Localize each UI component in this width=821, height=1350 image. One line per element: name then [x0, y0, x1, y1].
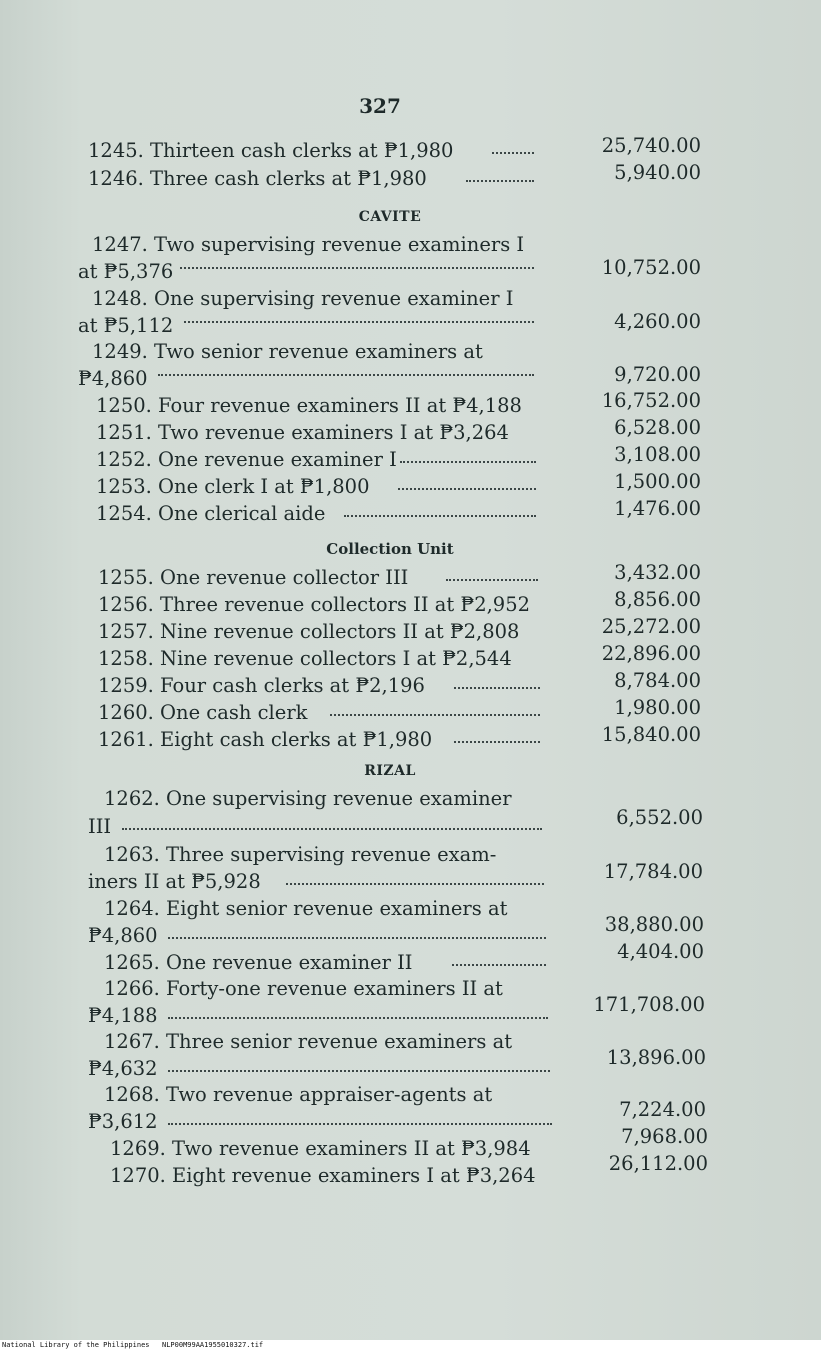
scan-footer: [0, 1340, 821, 1350]
amount-1247: 10,752.00: [601, 256, 701, 279]
footer-library: National Library of the Philippines: [2, 1341, 150, 1349]
entry-1249-line1: 1249. Two senior revenue examiners at: [92, 340, 483, 363]
leader-dots: [180, 266, 534, 269]
amount-1258: 22,896.00: [601, 642, 701, 665]
entry-1253: 1253. One clerk I at ₱1,800: [96, 475, 370, 498]
leader-dots: [330, 713, 540, 716]
entry-1249-line2: ₱4,860: [78, 367, 148, 390]
amount-1257: 25,272.00: [601, 615, 701, 638]
leader-dots: [398, 487, 536, 490]
leader-dots: [344, 514, 536, 517]
leader-dots: [184, 320, 534, 323]
leader-dots: [452, 963, 546, 966]
entry-1267-line1: 1267. Three senior revenue examiners at: [104, 1030, 513, 1053]
leader-dots: [454, 740, 540, 743]
page-number: 327: [359, 94, 401, 118]
entry-1268-line1: 1268. Two revenue appraiser-agents at: [104, 1083, 493, 1106]
entry-1258: 1258. Nine revenue collectors I at ₱2,544: [98, 647, 512, 670]
amount-1265: 4,404.00: [617, 940, 704, 963]
entry-1252: 1252. One revenue examiner I: [96, 448, 397, 471]
amount-1269: 7,968.00: [621, 1125, 708, 1148]
entry-1260: 1260. One cash clerk: [98, 701, 308, 724]
amount-1268: 7,224.00: [619, 1098, 706, 1121]
leader-dots: [454, 686, 540, 689]
entry-1266-line2: ₱4,188: [88, 1004, 158, 1027]
amount-1249: 9,720.00: [614, 363, 701, 386]
entry-1264-line2: ₱4,860: [88, 924, 158, 947]
section-heading-collection-unit: Collection Unit: [326, 540, 454, 558]
entry-1256: 1256. Three revenue collectors II at ₱2,952: [98, 593, 531, 616]
entry-1247-line2: at ₱5,376: [78, 260, 174, 283]
section-heading-cavite: CAVITE: [358, 209, 422, 225]
amount-1256: 8,856.00: [614, 588, 701, 611]
entry-1265: 1265. One revenue examiner II: [104, 951, 413, 974]
amount-1264: 38,880.00: [604, 913, 704, 936]
entry-1270: 1270. Eight revenue examiners I at ₱3,264: [110, 1164, 536, 1187]
amount-1254: 1,476.00: [614, 497, 701, 520]
leader-dots: [168, 1122, 552, 1125]
entry-1267-line2: ₱4,632: [88, 1057, 158, 1080]
entry-1257: 1257. Nine revenue collectors II at ₱2,808: [98, 620, 520, 643]
entry-1246: 1246. Three cash clerks at ₱1,980: [88, 167, 427, 190]
amount-1260: 1,980.00: [614, 696, 701, 719]
section-heading-rizal: RIZAL: [364, 763, 416, 779]
amount-1266: 171,708.00: [593, 993, 705, 1016]
entry-1268-line2: ₱3,612: [88, 1110, 158, 1133]
entry-1262-line1: 1262. One supervising revenue examiner: [104, 787, 512, 810]
entry-1248-line1: 1248. One supervising revenue examiner I: [92, 287, 514, 310]
amount-1253: 1,500.00: [614, 470, 701, 493]
footer-filename: NLP00M99AA1955010327.tif: [162, 1341, 264, 1349]
entry-1263-line1: 1263. Three supervising revenue exam-: [104, 843, 497, 866]
amount-1270: 26,112.00: [608, 1152, 708, 1175]
amount-1262: 6,552.00: [616, 806, 703, 829]
leader-dots: [158, 373, 534, 376]
entry-1262-line2: III: [88, 815, 112, 838]
amount-1261: 15,840.00: [601, 723, 701, 746]
entry-1269: 1269. Two revenue examiners II at ₱3,984: [110, 1137, 531, 1160]
entry-1247-line1: 1247. Two supervising revenue examiners I: [92, 233, 525, 256]
entry-1248-line2: at ₱5,112: [78, 314, 174, 337]
entry-1255: 1255. One revenue collector III: [98, 566, 409, 589]
leader-dots: [446, 578, 538, 581]
entry-1266-line1: 1266. Forty-one revenue examiners II at: [104, 977, 503, 1000]
amount-1250: 16,752.00: [601, 389, 701, 412]
leader-dots: [168, 1069, 550, 1072]
leader-dots: [492, 151, 534, 154]
entry-1245: 1245. Thirteen cash clerks at ₱1,980: [88, 139, 454, 162]
amount-1263: 17,784.00: [603, 860, 703, 883]
leader-dots: [286, 882, 544, 885]
entry-1264-line1: 1264. Eight senior revenue examiners at: [104, 897, 508, 920]
entry-1261: 1261. Eight cash clerks at ₱1,980: [98, 728, 433, 751]
leader-dots: [466, 179, 534, 182]
entry-1263-line2: iners II at ₱5,928: [88, 870, 261, 893]
amount-1255: 3,432.00: [614, 561, 701, 584]
amount-1248: 4,260.00: [614, 310, 701, 333]
amount-1245: 25,740.00: [601, 134, 701, 157]
leader-dots: [122, 827, 542, 830]
amount-1252: 3,108.00: [614, 443, 701, 466]
entry-1254: 1254. One clerical aide: [96, 502, 326, 525]
entry-1251: 1251. Two revenue examiners I at ₱3,264: [96, 421, 509, 444]
entry-1250: 1250. Four revenue examiners II at ₱4,188: [96, 394, 522, 417]
amount-1246: 5,940.00: [614, 161, 701, 184]
amount-1267: 13,896.00: [606, 1046, 706, 1069]
entry-1259: 1259. Four cash clerks at ₱2,196: [98, 674, 425, 697]
leader-dots: [168, 936, 546, 939]
amount-1251: 6,528.00: [614, 416, 701, 439]
amount-1259: 8,784.00: [614, 669, 701, 692]
leader-dots: [400, 460, 536, 463]
leader-dots: [168, 1016, 548, 1019]
